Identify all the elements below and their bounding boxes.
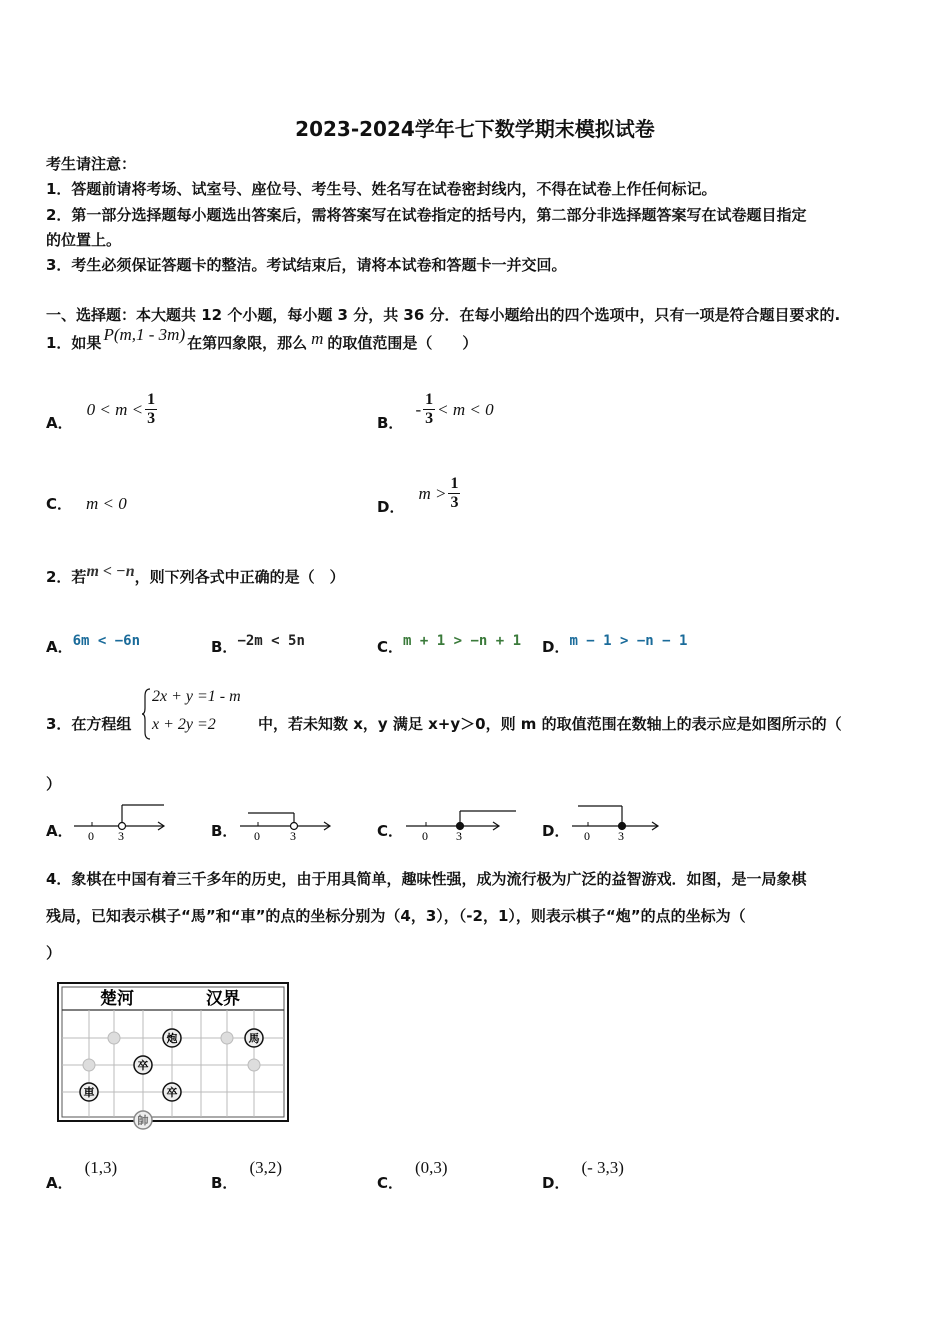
q1-point: P(m,1 - 3m) — [103, 324, 186, 344]
q2-option-d-label: D． — [542, 638, 570, 656]
piece-ma: 馬 — [248, 1032, 260, 1045]
q2-option-a-expr: 6m < −6n — [72, 632, 141, 649]
q3-b-zero: 0 — [254, 829, 260, 842]
q3-d-three: 3 — [618, 829, 624, 842]
q3-system-brace — [142, 688, 150, 738]
question-2 — [46, 562, 345, 587]
q2-option-d-expr: m − 1 > −n − 1 — [569, 632, 688, 649]
piece-shuai: 帥 — [137, 1114, 149, 1127]
q3-option-b-numberline[interactable] — [238, 800, 338, 846]
q4-option-a[interactable] — [46, 1158, 117, 1193]
q3-option-d-numberline[interactable] — [570, 800, 670, 846]
q2-option-a[interactable] — [46, 624, 140, 657]
q1-option-d-fraction: $\frac{1}{3}$ — [450, 475, 459, 511]
q3-option-c-label[interactable]: C． — [377, 822, 404, 840]
q3-equation-2: x + 2y =2 — [152, 716, 216, 733]
notice-item-1: 1．答题前请将考场、试室号、座位号、考生号、姓名写在试卷密封线内，不得在试卷上作任何标记。 — [46, 180, 717, 198]
q2-option-d[interactable] — [542, 624, 687, 657]
q1-suffix2: 的取值范围是（ ） — [327, 334, 478, 352]
q1-option-c-pre: m < 0 — [86, 493, 127, 513]
piece-zu-2: 卒 — [166, 1086, 178, 1099]
q3-option-c-numberline[interactable] — [404, 800, 519, 846]
q3-option-a-numberline[interactable] — [72, 800, 172, 846]
q2-condition: m < −n — [86, 562, 135, 580]
piece-zu-1: 卒 — [137, 1059, 149, 1072]
q2-option-b-expr: −2m < 5n — [237, 632, 305, 649]
q4-option-d-value: (- 3,3) — [581, 1158, 624, 1177]
q1-option-a[interactable] — [46, 386, 159, 433]
section-heading: 一、选择题：本大题共 12 个小题，每小题 3 分，共 36 分．在每小题给出的四个选项中，只有一项是符合题目要求的. — [46, 306, 841, 324]
q3-a-zero: 0 — [88, 829, 94, 842]
q4-option-b-label: B． — [211, 1174, 238, 1192]
q1-option-a-pre: 0 < m < — [86, 399, 144, 419]
q1-option-b-post: < m < 0 — [437, 399, 494, 419]
q1-prefix: 1．如果 — [46, 334, 102, 352]
q3-a-three: 3 — [118, 829, 124, 842]
q4-option-a-value: (1,3) — [84, 1158, 118, 1177]
river-right-text: 汉界 — [206, 989, 240, 1009]
q2-option-a-label: A． — [46, 638, 73, 656]
q1-option-c-label: C． — [46, 495, 73, 513]
q3-b-three: 3 — [290, 829, 296, 842]
q2-option-c[interactable] — [377, 624, 521, 657]
question-1 — [46, 324, 478, 353]
q1-option-b-pre: - — [415, 399, 422, 419]
q1-option-a-label: A． — [46, 414, 73, 432]
q1-option-c[interactable] — [46, 493, 127, 514]
q1-option-d-pre: m > — [418, 483, 447, 503]
notice-item-2: 2．第一部分选择题每小题选出答案后，需将答案写在试卷指定的括号内，第二部分非选择题答案写在试卷题目指定 — [46, 206, 807, 224]
piece-che: 車 — [83, 1086, 95, 1099]
q4-option-d-label: D． — [542, 1174, 570, 1192]
q3-option-a-label[interactable]: A． — [46, 822, 73, 840]
q3-suffix: 中，若未知数 x，y 满足 x+y＞0，则 m 的取值范围在数轴上的表示应是如图所示的（ — [258, 715, 842, 733]
q1-option-b-label: B． — [377, 414, 404, 432]
notice-item-3: 3．考生必须保证答题卡的整洁。考试结束后，请将本试卷和答题卡一并交回。 — [46, 256, 567, 274]
q4-line-1: 4．象棋在中国有着三千多年的历史，由于用具简单，趣味性强，成为流行极为广泛的益智游戏．如图，是一局象棋 — [46, 870, 807, 888]
q3-equation-1: 2x + y =1 - m — [152, 688, 241, 705]
q4-option-b-value: (3,2) — [249, 1158, 283, 1177]
q1-option-d[interactable] — [377, 470, 462, 517]
q4-option-c-value: (0,3) — [415, 1158, 448, 1177]
q4-option-c[interactable] — [377, 1158, 448, 1193]
q4-option-c-label: C． — [377, 1174, 404, 1192]
q4-line-2: 残局，已知表示棋子“馬”和“車”的点的坐标分别为（4，3），（-2，1），则表示棋子“炮”的点的坐标为（ — [46, 907, 746, 925]
q3-c-three: 3 — [456, 829, 462, 842]
q4-option-a-label: A． — [46, 1174, 73, 1192]
q3-c-zero: 0 — [422, 829, 428, 842]
q3-option-b-label[interactable]: B． — [211, 822, 238, 840]
q3-d-zero: 0 — [584, 829, 590, 842]
piece-pao: 炮 — [166, 1032, 178, 1045]
q2-option-c-label: C． — [377, 638, 404, 656]
notice-heading: 考生请注意： — [46, 155, 137, 173]
q1-option-a-fraction: $\frac{1}{3}$ — [147, 391, 156, 427]
q1-option-b-fraction: $\frac{1}{3}$ — [425, 391, 434, 427]
q1-suffix1: 在第四象限，那么 — [187, 334, 308, 352]
q1-var: m — [311, 328, 324, 348]
q2-prefix: 2．若 — [46, 568, 87, 586]
q3-prefix: 3．在方程组 — [46, 715, 132, 733]
q4-option-b[interactable] — [211, 1158, 282, 1193]
q1-option-d-label: D． — [377, 498, 405, 516]
q4-line-3: ） — [46, 944, 62, 962]
page-title: 2023-2024学年七下数学期末模拟试卷 — [295, 117, 655, 141]
q2-option-b[interactable] — [211, 624, 305, 657]
q3-option-d-label[interactable]: D． — [542, 822, 570, 840]
chess-board-figure — [54, 980, 294, 1136]
river-left-text: 楚河 — [100, 989, 134, 1009]
q2-option-c-expr: m + 1 > −n + 1 — [403, 632, 522, 649]
q1-option-b[interactable] — [377, 386, 494, 433]
q2-suffix: ，则下列各式中正确的是（ ） — [134, 568, 345, 586]
q3-close: ） — [46, 775, 62, 793]
q2-option-b-label: B． — [211, 638, 238, 656]
q4-option-d[interactable] — [542, 1158, 624, 1193]
notice-item-2-cont: 的位置上。 — [46, 231, 122, 249]
